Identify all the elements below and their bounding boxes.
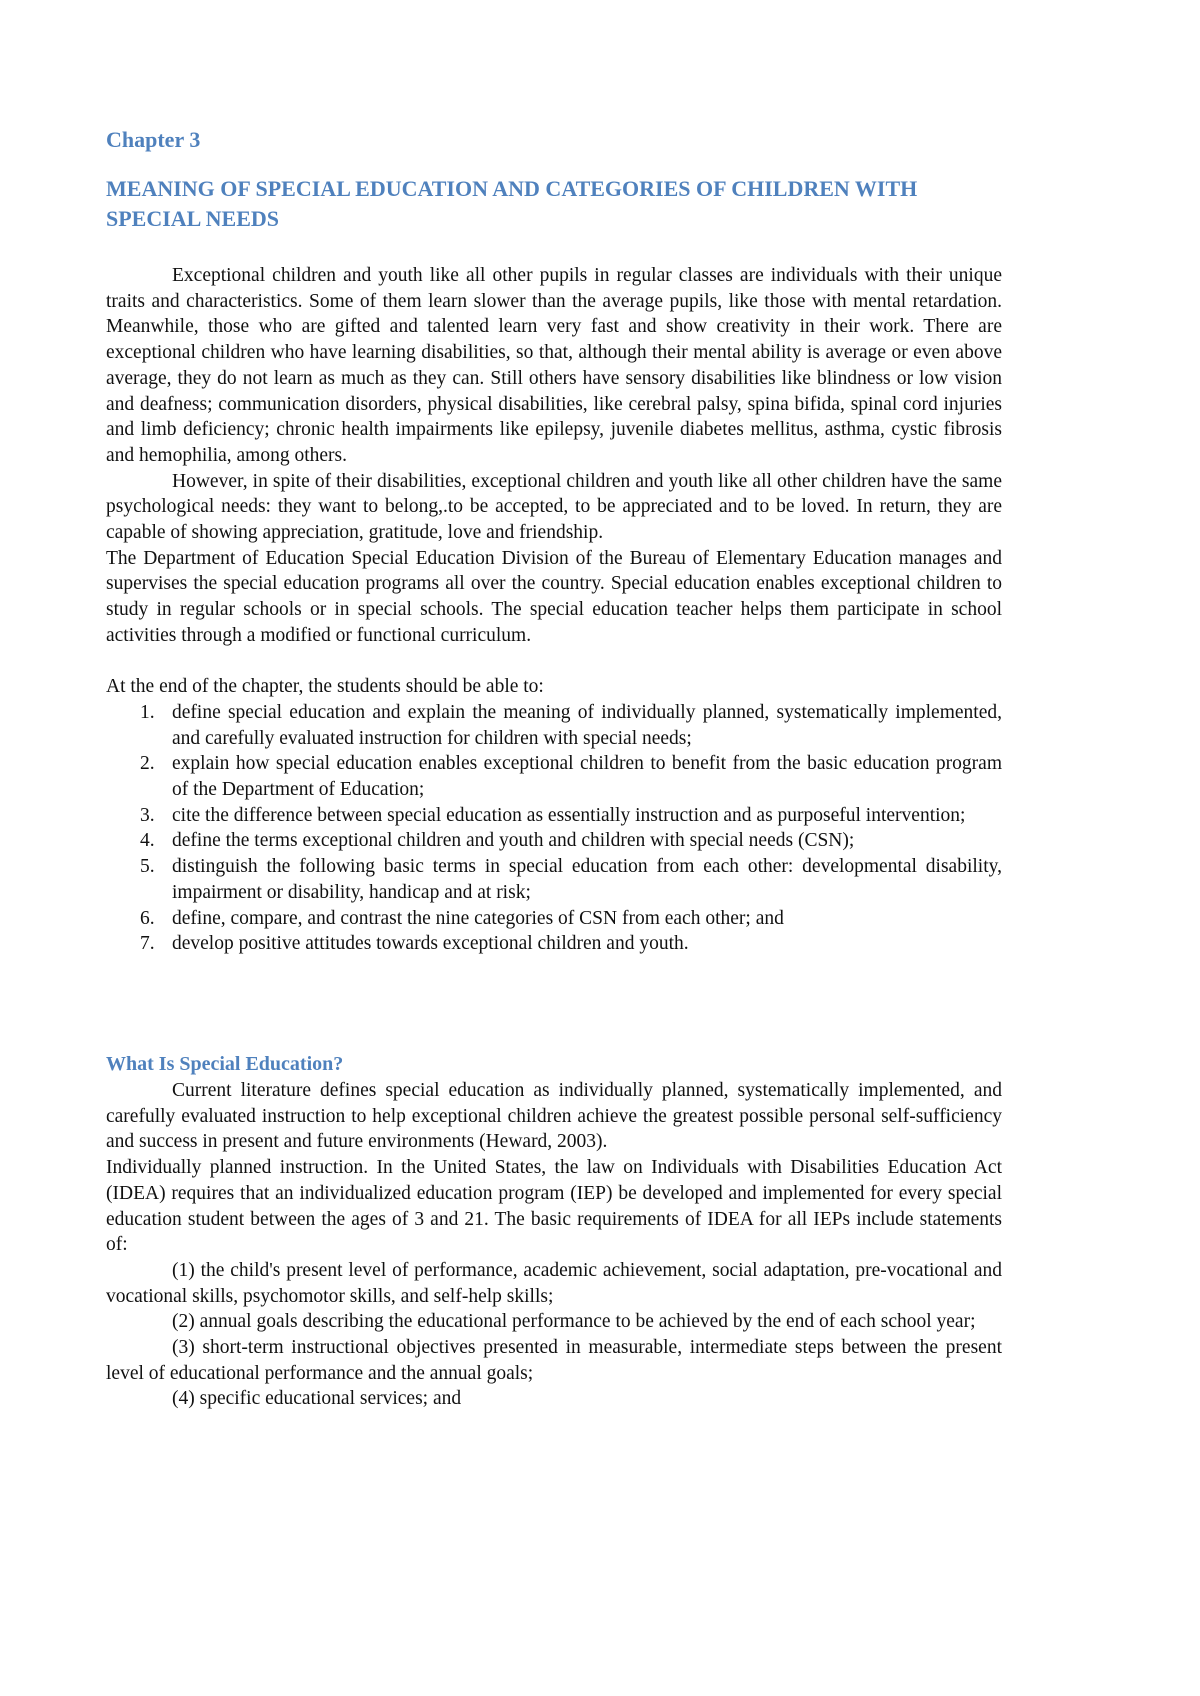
paragraph: (3) short-term instructional objectives presented in measurable, intermediate steps between the present level of educational performance and the annual goals; [106, 1337, 1002, 1384]
intro-section [106, 263, 1002, 957]
list-item: 7. develop positive attitudes towards exceptional children and youth. [140, 933, 689, 955]
paragraph: The Department of Education Special Education Division of the Bureau of Elementary Education manages and supervises the special education programs all over the country. Special education enables exceptional children to study in regular schools or in special schools. The special education teacher helps them participate in school activities through a modified or functional curriculum. [106, 547, 1002, 646]
paragraph: However, in spite of their disabilities, exceptional children and youth like all other children have the same psychological needs: they want to belong,.to be accepted, to be appreciated and to be loved. In return, they are capable of showing appreciation, gratitude, love and friendship. [106, 470, 1002, 544]
list-item: 4. define the terms exceptional children and youth and children with special needs (CSN); [140, 830, 855, 852]
paragraph: (1) the child's present level of performance, academic achievement, social adaptation, pre-vocational and vocational skills, psychomotor skills, and self-help skills; [106, 1259, 1002, 1307]
paragraph: Current literature defines special education as individually planned, systematically implemented, and carefully evaluated instruction to help exceptional children achieve the greatest possible personal self-sufficiency and success in present and future environments (Heward, 2003). [106, 1080, 1002, 1153]
chapter-label: Chapter 3 [106, 127, 201, 152]
section-heading: What Is Special Education? [106, 1053, 344, 1075]
paragraph: (4) specific educational services; and [172, 1388, 462, 1410]
chapter-title: MEANING OF SPECIAL EDUCATION AND CATEGORIES OF CHILDREN WITH SPECIAL NEEDS [106, 176, 918, 231]
paragraph: Exceptional children and youth like all other pupils in regular classes are individuals with their unique traits and characteristics. Some of them learn slower than the average pupils, like those with mental retardation. Meanwhile, those who are gifted and talented learn very fast and show creativity in their work. There are exceptional children who have learning disabilities, so that, although their mental ability is average or even above average, they do not learn as much as they can. Still others have sensory disabilities like blindness or low vision and deafness; communication disorders, physical disabilities, like cerebral palsy, spina bifida, spinal cord injuries and limb deficiency; chronic health impairments like epilepsy, juvenile diabetes mellitus, asthma, cystic fibrosis and hemophilia, among others. [106, 265, 1002, 466]
objectives-intro: At the end of the chapter, the students should be able to: [106, 676, 544, 698]
list-item: 6. define, compare, and contrast the nine categories of CSN from each other; and [140, 907, 784, 929]
list-item: 1. define special education and explain the meaning of individually planned, systematically implemented, and carefully evaluated instruction for children with special needs; [140, 701, 1002, 749]
objectives-list [106, 700, 1002, 957]
list-item: 2. explain how special education enables exceptional children to benefit from the basic education program of the Department of Education; [140, 753, 1002, 801]
paragraph: Individually planned instruction. In the United States, the law on Individuals with Disabilities Education Act (IDEA) requires that an individualized education program (IEP) be developed and implemented for every special education student between the ages of 3 and 21. The basic requirements of IDEA for all IEPs include statements of: [106, 1157, 1002, 1256]
list-item: 3. cite the difference between special education as essentially instruction and as purposeful intervention; [140, 804, 966, 826]
paragraph: (2) annual goals describing the educational performance to be achieved by the end of each school year; [172, 1311, 976, 1333]
special-education-section [106, 1078, 1002, 1412]
list-item: 5. distinguish the following basic terms in special education from each other: developmental disability, impairment or disability, handicap and at risk; [140, 856, 1002, 903]
